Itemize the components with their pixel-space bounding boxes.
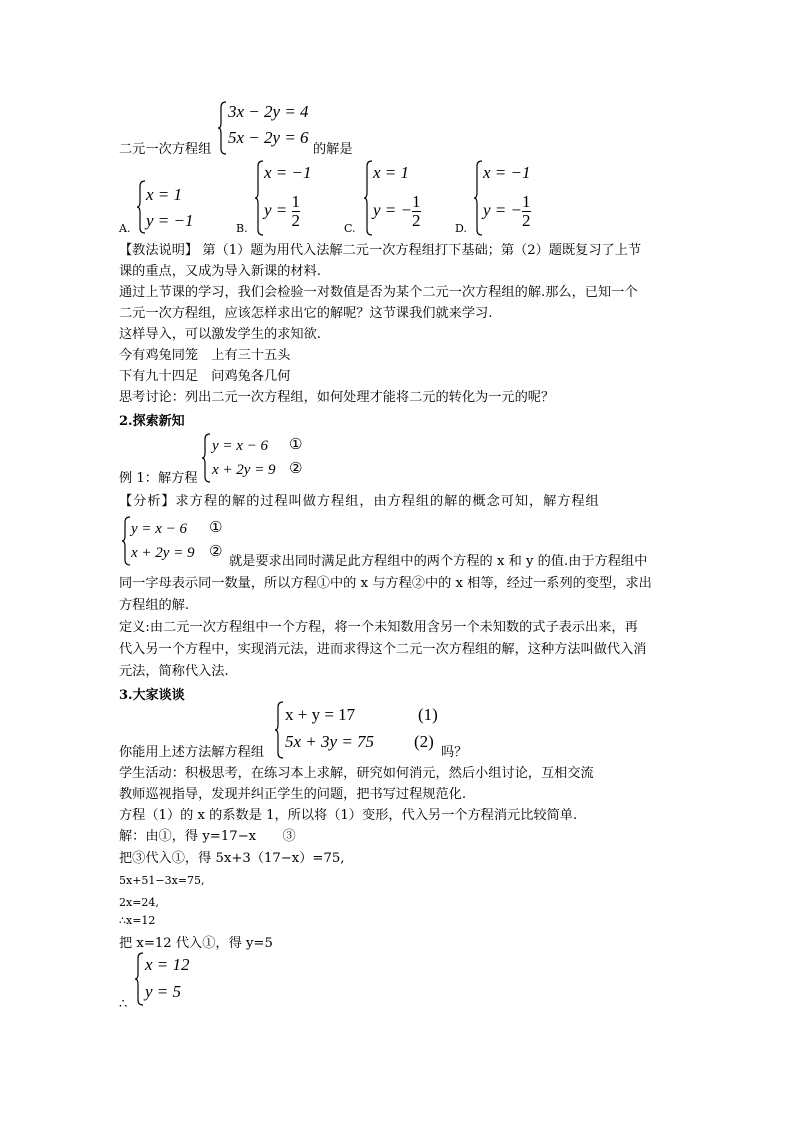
denominator: 2 [291,211,301,230]
circle-1-marker: ① [209,518,223,536]
example-label: 例 1：解方程 [119,471,198,486]
intro-line-3: 这样导入，可以激发学生的求知欲. [119,327,322,342]
option-b-x: x = −1 [264,163,312,182]
q1-suffix: 的解是 [313,142,353,157]
brace-icon [218,101,227,155]
definition-line-1: 定义:由二元一次方程组中一个方程，将一个未知数用含另一个未知数的式子表示出来，再 [119,620,638,635]
think-line: 思考讨论：列出二元一次方程组，如何处理才能将二元的转化为一元的呢？ [119,390,555,405]
intro-line-1: 通过上节课的学习，我们会检验一对数值是否为某个二元一次方程组的解.那么，已知一个 [119,285,638,300]
solution-line-3: 5x+51−3x=75, [119,874,205,887]
numerator: 1 [291,192,301,211]
option-d-y: y = − $\frac{1}{2}$ [483,192,531,230]
note-line-2: 课的重点，又成为导入新课的材料. [119,264,322,279]
therefore-symbol: ∴ [119,997,128,1012]
numerator: 1 [412,192,421,211]
definition-line-3: 元法，简称代入法. [119,664,229,679]
analysis-eq1: y = x − 6 [131,521,188,537]
brace-icon [364,160,373,236]
denominator: 2 [522,211,531,230]
example-eq1: y = x − 6 [212,438,269,454]
poem-line-1: 今有鸡兔同笼 上有三十五头 [119,348,291,363]
solution-line-1: 解：由①，得 y=17−x ③ [119,829,296,844]
solution-line-6: 把 x=12 代入①，得 y=5 [119,936,273,951]
ask-eq2: 5x + 3y = 75 [285,732,375,751]
brace-icon [122,516,131,566]
example-eq2: x + 2y = 9 [212,462,276,478]
brace-icon [135,952,144,1006]
tag-2: (2) [414,732,434,751]
analysis-line-3: 同一字母表示同一数量，所以方程①中的 x 与方程②中的 x 相等，经过一系列的变型，求出 [119,576,652,591]
section-2-heading: 2.探索新知 [119,414,185,429]
solution-line-5: ∴x=12 [119,914,156,927]
circle-2-marker: ② [209,542,223,560]
note-line-1: 【教法说明】 第（1）题为用代入法解二元一次方程组打下基础；第（2）题既复习了上节 [119,243,642,258]
analysis-line-1: 【分析】求方程的解的过程叫做方程组，由方程组的解的概念可知，解方程组 [119,494,600,509]
activity-line-2: 教师巡视指导，发现并纠正学生的问题，把书写过程规范化. [119,787,467,802]
ask-prefix: 你能用上述方法解方程组 [119,745,265,760]
intro-line-2: 二元一次方程组，应该怎样求出它的解呢？这节课我们就来学习. [119,306,493,321]
explanation-line: 方程（1）的 x 的系数是 1，所以将（1）变形，代入另一个方程消元比较简单. [119,808,578,823]
analysis-line-4: 方程组的解. [119,598,190,613]
option-a-y: y = −1 [146,211,194,230]
tag-1: (1) [418,705,438,724]
brace-icon [137,180,146,234]
q1-eq2: 5x − 2y = 6 [228,128,309,147]
option-b-y: y = $\frac{1}{2}$ [264,192,301,230]
option-c-label: C. [344,222,356,235]
option-a-x: x = 1 [146,185,183,204]
option-c-y: y = − $\frac{1}{2}$ [373,192,421,230]
q1-prefix: 二元一次方程组 [119,142,212,157]
brace-icon [474,160,483,236]
analysis-eq2: x + 2y = 9 [131,545,195,561]
option-d-label: D. [455,222,467,235]
solution-line-2: 把③代入①，得 5x+3（17−x）=75, [119,851,345,866]
option-c-x: x = 1 [373,163,410,182]
denominator: 2 [412,211,421,230]
ask-eq1: x + y = 17 [285,705,356,724]
brace-icon [202,433,211,483]
brace-icon [275,701,284,759]
ask-suffix: 吗？ [441,745,468,760]
option-d-x: x = −1 [483,163,531,182]
solution-line-4: 2x=24, [119,896,159,909]
activity-line-1: 学生活动：积极思考，在练习本上求解，研究如何消元，然后小组讨论，互相交流 [119,766,594,781]
answer-y: y = 5 [145,982,182,1001]
poem-line-2: 下有九十四足 问鸡兔各几何 [119,369,291,384]
section-3-heading: 3.大家谈谈 [119,688,185,703]
q1-eq1: 3x − 2y = 4 [228,102,309,121]
numerator: 1 [522,192,531,211]
circle-2-marker: ② [289,459,303,477]
option-a-label: A. [119,222,131,235]
definition-line-2: 代入另一个方程中，实现消元法，进而求得这个二元一次方程组的解，这种方法叫做代入消 [119,642,647,657]
option-b-label: B. [236,222,248,235]
brace-icon [255,160,264,236]
circle-1-marker: ① [289,435,303,453]
answer-x: x = 12 [145,955,190,974]
analysis-line-2: 就是要求出同时满足此方程组中的两个方程的 x 和 y 的值.由于方程组中 [229,554,648,569]
